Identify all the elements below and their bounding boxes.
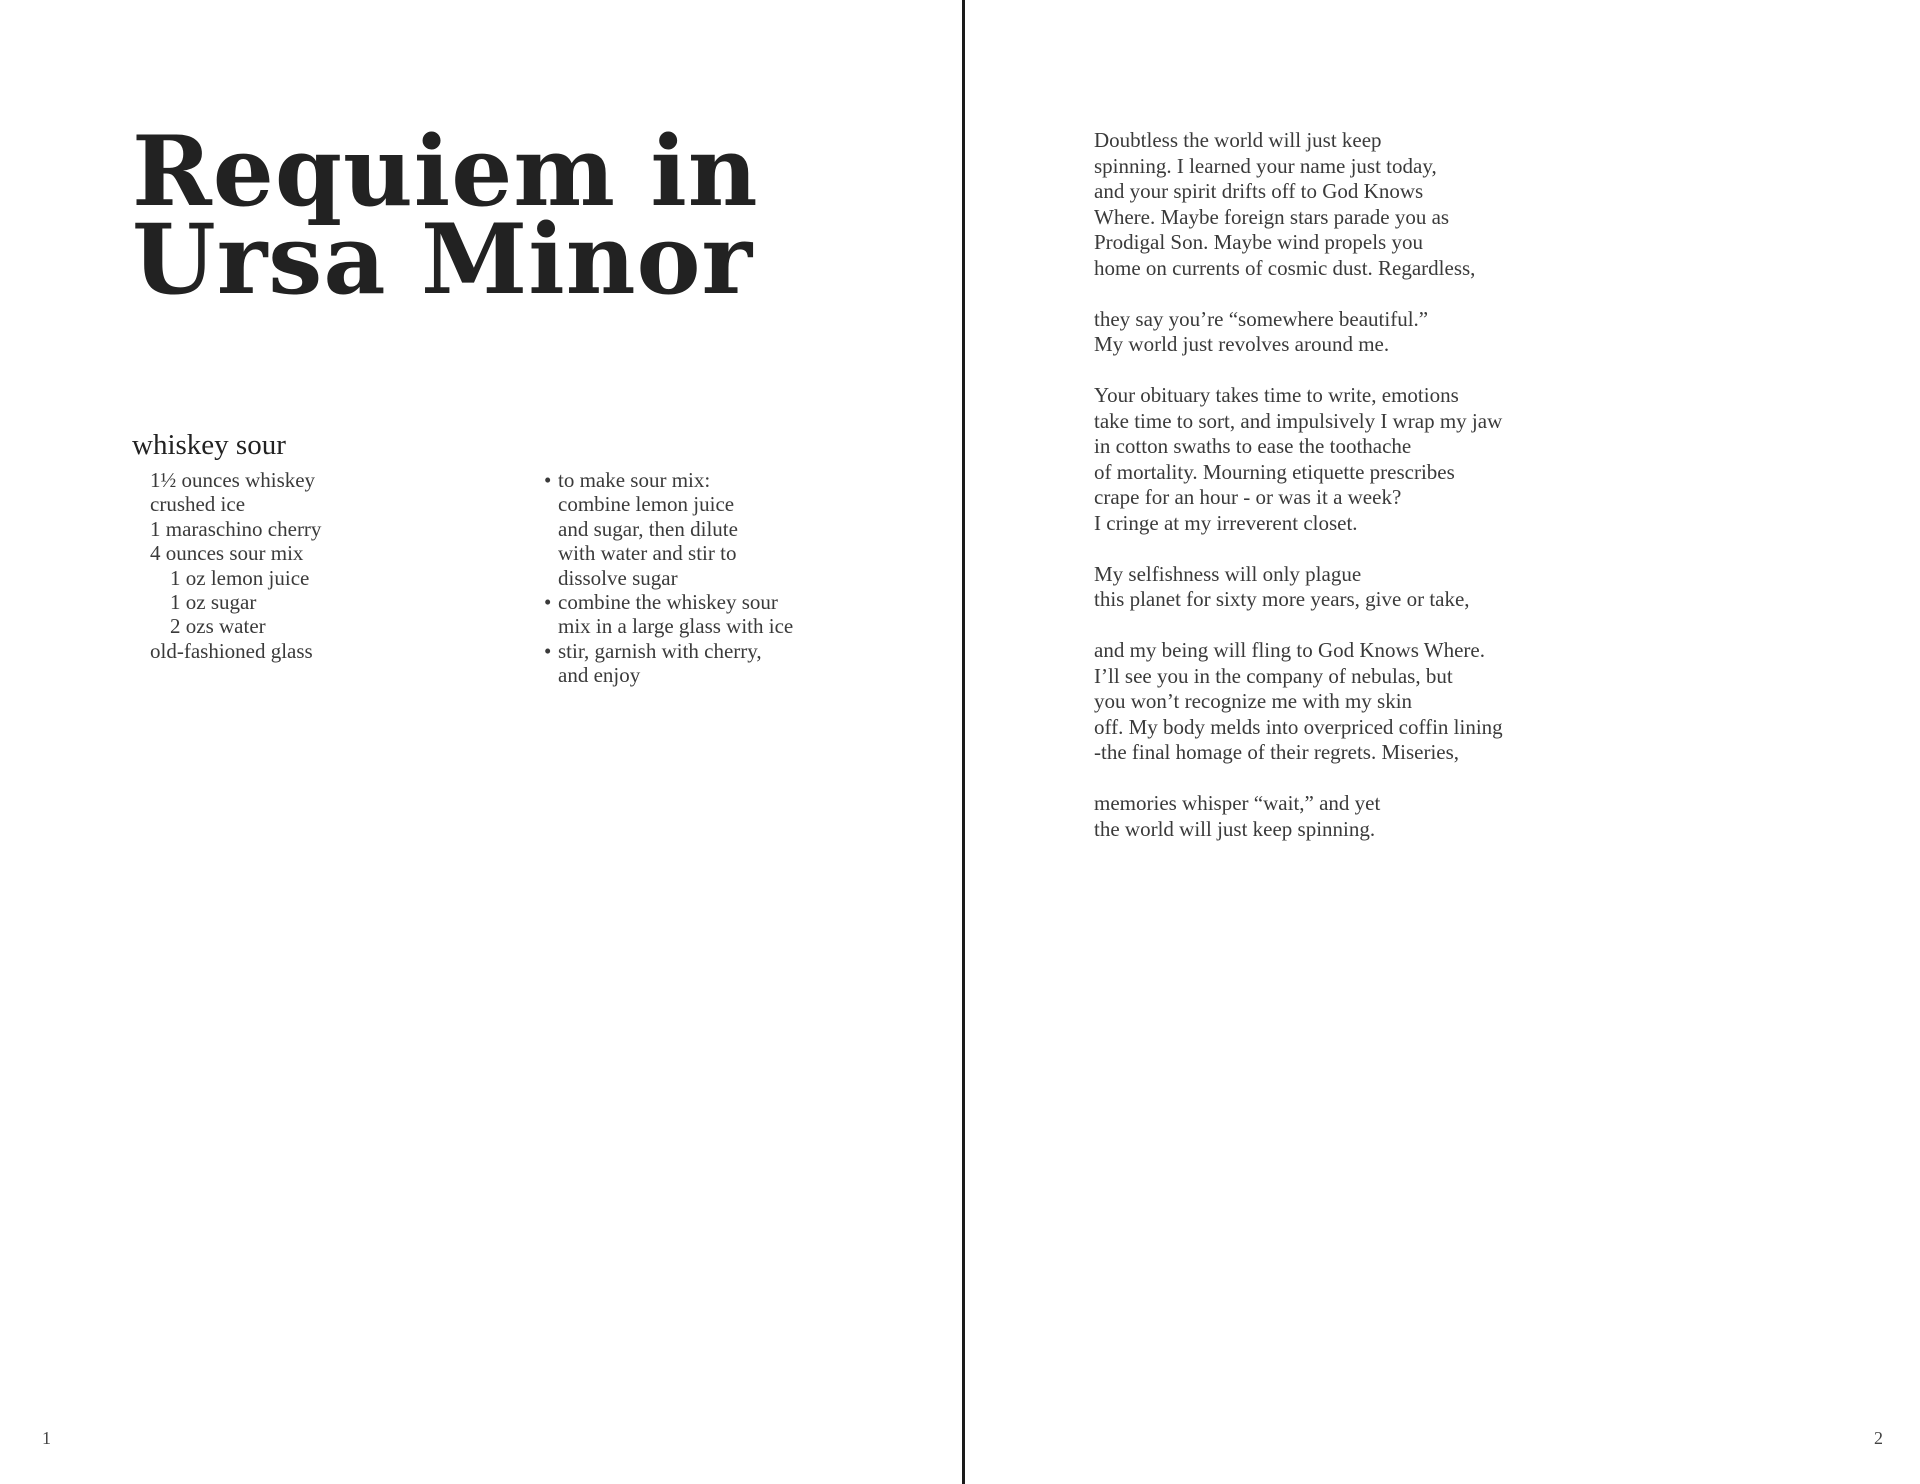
poem-line: Where. Maybe foreign stars parade you as (1094, 204, 1450, 229)
ingredient-item: 2 ozs water (170, 614, 266, 639)
step-line: and sugar, then dilute (558, 516, 738, 541)
step-line (544, 639, 793, 663)
ingredient-item: 1 oz lemon juice (170, 565, 310, 590)
poem-line: off. My body melds into overpriced coffin lining (1094, 714, 1503, 739)
poem-title (132, 115, 759, 316)
step-line: and enjoy (558, 663, 641, 688)
bullet-icon: • (544, 590, 552, 615)
poem-line: the world will just keep spinning. (1094, 816, 1376, 841)
ingredient-item: 1 oz sugar (170, 590, 257, 615)
poem-line: and your spirit drifts off to God Knows (1094, 179, 1424, 203)
step-line (544, 590, 793, 614)
ingredient-item: crushed ice (150, 492, 246, 517)
poem-line: spinning. I learned your name just today, (1094, 153, 1437, 178)
poem-line: memories whisper “wait,” and yet (1094, 791, 1381, 815)
poem-line: I’ll see you in the company of nebulas, but (1094, 663, 1453, 688)
step-line: with water and stir to (558, 541, 737, 566)
poem-line: and my being will fling to God Knows Where. (1094, 638, 1485, 662)
poem-line: I cringe at my irreverent closet. (1094, 510, 1358, 535)
poem-line: you won’t recognize me with my skin (1094, 689, 1413, 713)
poem-line: this planet for sixty more years, give or take, (1094, 587, 1470, 611)
ingredient-item: 4 ounces sour mix (150, 541, 304, 566)
bullet-icon: • (544, 468, 552, 492)
step-text: stir, garnish with cherry, (558, 638, 762, 663)
step-text: to make sour mix: (558, 468, 711, 492)
ingredients-list (150, 468, 321, 663)
poem-stanza (1094, 562, 1503, 613)
ingredient-item: old-fashioned glass (150, 638, 313, 663)
poem-line: home on currents of cosmic dust. Regardless, (1094, 255, 1476, 280)
poem-line: My world just revolves around me. (1094, 332, 1390, 356)
step-line: dissolve sugar (558, 565, 678, 590)
poem-line: -the final homage of their regrets. Miseries, (1094, 740, 1460, 764)
step-text: combine the whiskey sour (558, 590, 778, 615)
poem-line: crape for an hour - or was it a week? (1094, 485, 1402, 509)
poem-stanza (1094, 307, 1503, 358)
ingredient-item: 1 maraschino cherry (150, 516, 322, 541)
poem-line: they say you’re “somewhere beautiful.” (1094, 306, 1429, 331)
poem-line: My selfishness will only plague (1094, 561, 1362, 586)
page-divider (962, 0, 965, 1484)
ingredient-item: 1½ ounces whiskey (150, 468, 316, 492)
poem-line: in cotton swaths to ease the toothache (1094, 434, 1412, 458)
title-line-1: Requiem in (132, 115, 759, 228)
page-number-left: 1 (42, 1428, 51, 1448)
poem-line: Prodigal Son. Maybe wind propels you (1094, 230, 1423, 254)
steps-list (544, 468, 793, 688)
page-number-right: 2 (1874, 1428, 1883, 1448)
poem-stanza (1094, 128, 1503, 281)
poem-stanza (1094, 638, 1503, 766)
title-line-2: Ursa Minor (132, 203, 754, 316)
recipe-name: whiskey sour (132, 429, 286, 461)
step-line (544, 468, 793, 492)
step-line: combine lemon juice (558, 492, 735, 517)
poem-line: Your obituary takes time to write, emotions (1094, 383, 1459, 407)
step-line: mix in a large glass with ice (558, 614, 794, 639)
poem-body (1094, 128, 1503, 868)
poem-line: Doubtless the world will just keep (1094, 128, 1382, 152)
poem-stanza (1094, 791, 1503, 842)
poem-line: of mortality. Mourning etiquette prescribes (1094, 459, 1455, 484)
poem-line: take time to sort, and impulsively I wrap my jaw (1094, 408, 1503, 433)
poem-stanza (1094, 383, 1503, 536)
bullet-icon: • (544, 638, 552, 663)
